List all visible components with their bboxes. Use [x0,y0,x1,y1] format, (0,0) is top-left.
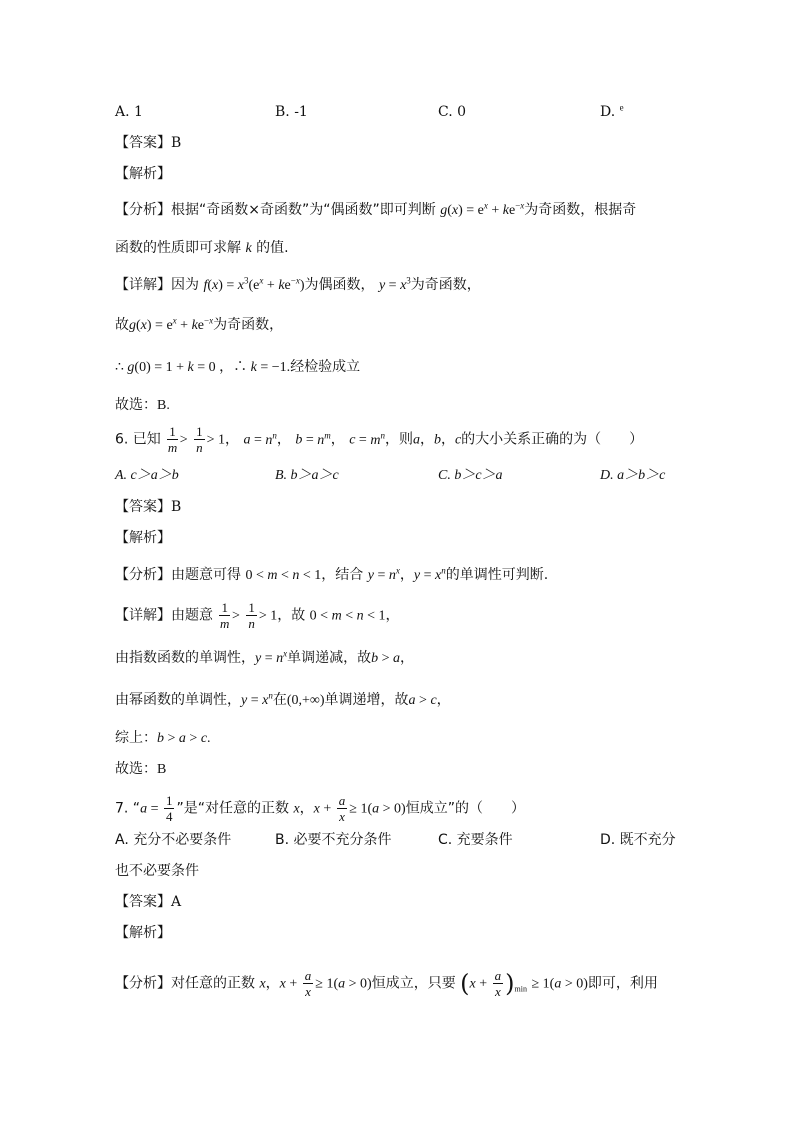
q5-option-d-value: e [619,102,624,113]
q6-fenxi-line: 【分析】由题意可得 0 < m < n < 1，结合 $y = n^x$，$y = x^n$的单调性可判断. [115,565,549,583]
q5-analysis-label: 【解析】 [115,166,171,182]
q6-option-d: D. a＞b＞c [600,468,666,483]
q5-option-a: A. 1 [115,104,143,120]
q7-option-d: D. 既不充分 [600,832,676,848]
q6-choose-line: 故选：B [115,761,167,777]
q7-analysis-label: 【解析】 [115,925,171,941]
q5-fenxi-line: 【分析】根据“奇函数×奇函数”为“偶函数”即可判断 $g(x) = e^x + ke^{-x}$为奇函数，根据奇 [115,200,637,218]
q6-summary-line: 综上：b > a > c. [115,730,211,746]
q7-stem: 7. “a = $\frac{1}{4}$ ”是“对任意的正数 x，x + $\frac{a}{x}$ ≥ 1(a > 0)恒成立”的（ ） [115,793,525,824]
q5-option-b: B. -1 [275,104,308,120]
q6-stem: 6. 已知 $\frac{1}{m}$ > $\frac{1}{n}$ > 1， $a = n^n$， $b = n^m$， $c = m^n$，则a，b，c的大小关系正确的为（ ） [115,424,644,455]
q5-option-d: D. $^e$ [600,102,624,120]
q7-option-b: B. 必要不充分条件 [275,832,392,848]
q7-option-c: C. 充要条件 [438,832,513,848]
q7-option-d-cont: 也不必要条件 [115,863,199,879]
q7-option-a: A. 充分不必要条件 [115,832,232,848]
q6-detail-line2: 由指数函数的单调性，$y = n^x$单调递减，故b > a， [115,648,415,666]
q6-detail-line: 【详解】由题意 $\frac{1}{m}$ > $\frac{1}{n}$ > 1，故 0 < m < n < 1， [115,600,400,631]
q6-option-c: C. b＞c＞a [438,468,503,483]
q5-detail-line2: 故$g(x) = e^x + ke^{-x}$为奇函数， [115,315,284,333]
q5-answer-line: 【答案】B [115,135,182,151]
q5-choose-line: 故选：B. [115,397,170,413]
q5-fenxi-line2: 函数的性质即可求解 k 的值. [115,240,289,256]
q7-answer-line: 【答案】A [115,894,182,910]
q5-detail-line: 【详解】因为 $f(x) = x^3(e^x + ke^{-x})$为偶函数， $y = x^3$为奇函数， [115,275,481,293]
q5-detail-line3: ∴ g(0) = 1 + k = 0 ，∴ k = −1.经检验成立 [115,359,361,375]
q6-option-a: A. c＞a＞b [115,468,179,483]
q6-detail-line3: 由幂函数的单调性，$y = x^n$在(0,+∞)单调递增，故a > c， [115,690,451,708]
q6-answer-line: 【答案】B [115,499,182,515]
q7-fenxi-line: 【分析】对任意的正数 x，x + $\frac{a}{x}$ ≥ 1(a > 0)恒成立，只要 (x + $\frac{a}{x}$ )$_{min} \ge 1(a > 0)$即可，利用 [115,968,658,999]
q6-option-b: B. b＞a＞c [275,468,339,483]
q5-option-c: C. 0 [438,104,467,120]
q6-analysis-label: 【解析】 [115,530,171,546]
